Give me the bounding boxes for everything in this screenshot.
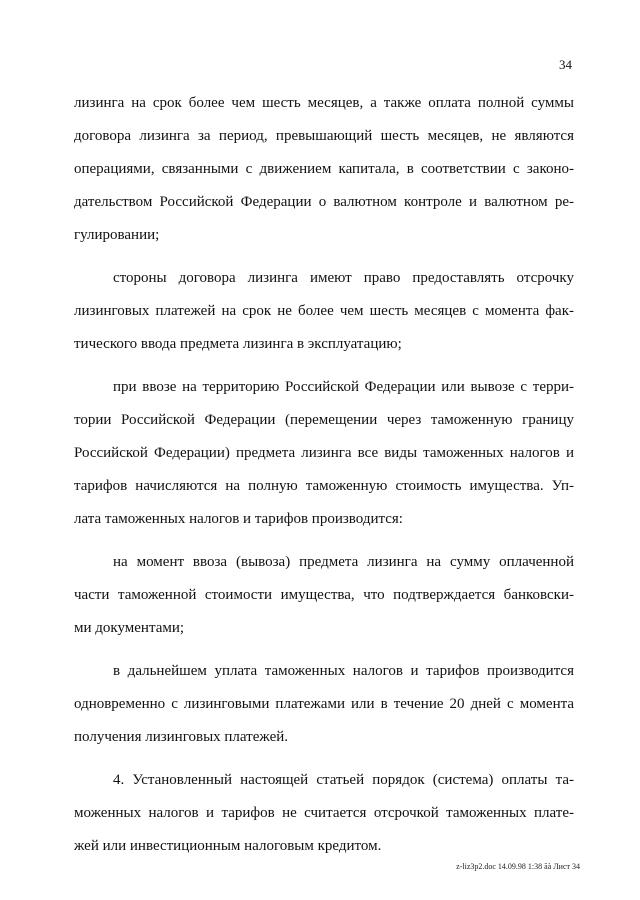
text-line: лата таможенных налогов и тарифов производится:	[74, 511, 403, 527]
document-body	[74, 87, 574, 863]
text-line: договора лизинга за период, превышающий шесть месяцев, не являются	[74, 128, 574, 144]
text-line: получения лизинговых платежей.	[74, 729, 288, 745]
paragraph-2	[74, 262, 574, 361]
text-line: лизинговых платежей на срок не более чем шесть месяцев с момента фак-	[74, 303, 574, 319]
text-line: моженных налогов и тарифов не считается отсрочкой таможенных плате-	[74, 805, 574, 821]
document-footer: z-liz3p2.doc 14.09.98 1:38 ãà Лист 34	[456, 862, 580, 871]
text-line: части таможенной стоимости имущества, что подтверждается банковски-	[74, 587, 574, 603]
text-line: дательством Российской Федерации о валютном контроле и валютном ре-	[74, 194, 574, 210]
text-line: ми документами;	[74, 620, 185, 636]
text-line: жей или инвестиционным налоговым кредитом.	[74, 838, 382, 854]
page-number: 34	[559, 57, 572, 72]
paragraph-5	[74, 655, 574, 754]
text-line: лизинга на срок более чем шесть месяцев, а также оплата полной суммы	[74, 95, 574, 111]
text-line: одновременно с лизинговыми платежами или в течение 20 дней с момента	[74, 696, 574, 712]
paragraph-4	[74, 546, 574, 645]
paragraph-6	[74, 764, 574, 863]
text-line: Российской Федерации) предмета лизинга все виды таможенных налогов и	[74, 445, 574, 461]
text-line: стороны договора лизинга имеют право предоставлять отсрочку	[113, 270, 574, 286]
text-line: на момент ввоза (вывоза) предмета лизинга на сумму оплаченной	[113, 554, 574, 570]
paragraph-1	[74, 87, 574, 252]
text-line: тарифов начисляются на полную таможенную стоимость имущества. Уп-	[74, 478, 574, 494]
text-line: 4. Установленный настоящей статьей порядок (система) оплаты та-	[113, 772, 574, 788]
text-line: операциями, связанными с движением капитала, в соответствии с законо-	[74, 161, 574, 177]
text-line: в дальнейшем уплата таможенных налогов и тарифов производится	[113, 663, 574, 679]
paragraph-3	[74, 371, 574, 536]
text-line: гулировании;	[74, 227, 160, 243]
text-line: тории Российской Федерации (перемещении через таможенную границу	[74, 412, 574, 428]
text-line: тического ввода предмета лизинга в эксплуатацию;	[74, 336, 402, 352]
text-line: при ввозе на территорию Российской Федерации или вывозе с терри-	[113, 379, 574, 395]
